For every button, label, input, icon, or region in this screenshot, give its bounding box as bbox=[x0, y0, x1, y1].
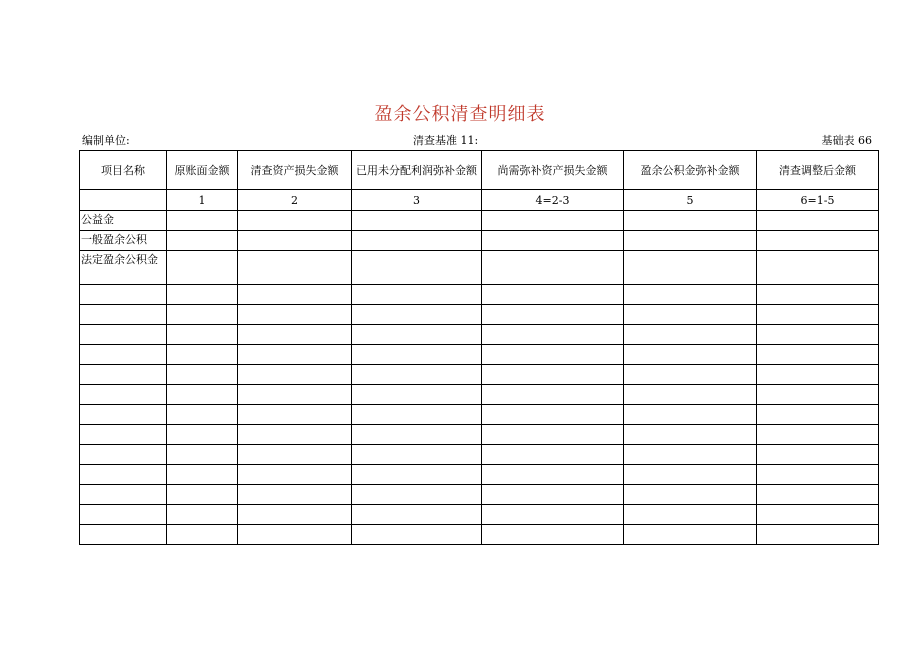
table-cell bbox=[238, 445, 352, 465]
table-cell bbox=[352, 465, 482, 485]
table-row bbox=[80, 345, 879, 365]
table-cell bbox=[482, 445, 624, 465]
table-cell bbox=[238, 325, 352, 345]
table-cell bbox=[352, 325, 482, 345]
row-label bbox=[80, 465, 167, 485]
table-cell bbox=[624, 485, 757, 505]
table-cell bbox=[352, 211, 482, 231]
table-cell bbox=[352, 285, 482, 305]
table-cell bbox=[167, 231, 238, 251]
table-cell bbox=[352, 405, 482, 425]
table-cell bbox=[757, 325, 879, 345]
table-cell bbox=[624, 385, 757, 405]
unit-label: 编制单位: bbox=[82, 134, 130, 147]
table-cell bbox=[482, 345, 624, 365]
table-cell bbox=[238, 425, 352, 445]
header-row bbox=[80, 151, 879, 190]
table-cell bbox=[238, 285, 352, 305]
header-remaining-loss: 尚需弥补资产损失金额 bbox=[482, 151, 624, 190]
table-cell bbox=[167, 485, 238, 505]
table-row bbox=[80, 405, 879, 425]
table-cell bbox=[167, 525, 238, 545]
row-label bbox=[80, 505, 167, 525]
row-label bbox=[80, 385, 167, 405]
table-row bbox=[80, 425, 879, 445]
row-label bbox=[80, 285, 167, 305]
table-row bbox=[80, 365, 879, 385]
table-cell bbox=[482, 405, 624, 425]
header-reserve-offset: 盈余公积金弥补金额 bbox=[624, 151, 757, 190]
table-cell bbox=[757, 365, 879, 385]
table-cell bbox=[482, 525, 624, 545]
table-cell bbox=[624, 305, 757, 325]
table-cell bbox=[352, 345, 482, 365]
table-cell bbox=[624, 285, 757, 305]
table-cell bbox=[482, 325, 624, 345]
table-cell bbox=[624, 231, 757, 251]
number-cell: 1 bbox=[167, 190, 238, 211]
table-cell bbox=[624, 465, 757, 485]
row-label bbox=[80, 425, 167, 445]
table-cell bbox=[482, 285, 624, 305]
table-cell bbox=[624, 365, 757, 385]
table-cell bbox=[757, 425, 879, 445]
row-label: 公益金 bbox=[80, 211, 167, 231]
table-cell bbox=[352, 231, 482, 251]
base-label: 清查基准 11: bbox=[413, 134, 479, 147]
table-cell bbox=[167, 445, 238, 465]
table-cell bbox=[482, 305, 624, 325]
table-cell bbox=[624, 445, 757, 465]
table-cell bbox=[482, 385, 624, 405]
table-cell bbox=[757, 385, 879, 405]
table-cell bbox=[167, 285, 238, 305]
row-label bbox=[80, 305, 167, 325]
table-cell bbox=[757, 505, 879, 525]
table-cell bbox=[757, 251, 879, 285]
detail-table bbox=[79, 150, 879, 545]
number-row bbox=[80, 190, 879, 211]
table-cell bbox=[482, 425, 624, 445]
table-cell bbox=[757, 465, 879, 485]
table-cell bbox=[352, 445, 482, 465]
header-asset-loss: 清查资产损失金额 bbox=[238, 151, 352, 190]
table-cell bbox=[167, 465, 238, 485]
number-cell: 5 bbox=[624, 190, 757, 211]
table-cell bbox=[238, 485, 352, 505]
table-cell bbox=[624, 251, 757, 285]
table-cell bbox=[352, 425, 482, 445]
table-row bbox=[80, 305, 879, 325]
table-cell bbox=[757, 445, 879, 465]
row-label bbox=[80, 325, 167, 345]
table-cell bbox=[352, 385, 482, 405]
table-row bbox=[80, 485, 879, 505]
table-row bbox=[80, 505, 879, 525]
number-cell bbox=[80, 190, 167, 211]
table-cell bbox=[238, 525, 352, 545]
table-row bbox=[80, 211, 879, 231]
table-cell bbox=[238, 211, 352, 231]
table-cell bbox=[757, 525, 879, 545]
header-profit-offset: 已用未分配利润弥补金额 bbox=[352, 151, 482, 190]
table-cell bbox=[624, 525, 757, 545]
table-cell bbox=[238, 231, 352, 251]
row-label bbox=[80, 445, 167, 465]
row-label bbox=[80, 365, 167, 385]
table-cell bbox=[482, 365, 624, 385]
table-cell bbox=[167, 505, 238, 525]
table-row bbox=[80, 231, 879, 251]
number-cell: 6=1-5 bbox=[757, 190, 879, 211]
table-row bbox=[80, 465, 879, 485]
table-cell bbox=[482, 231, 624, 251]
table-cell bbox=[757, 231, 879, 251]
table-cell bbox=[482, 251, 624, 285]
table-cell bbox=[167, 305, 238, 325]
table-cell bbox=[167, 251, 238, 285]
table-cell bbox=[167, 325, 238, 345]
table-cell bbox=[238, 465, 352, 485]
table-cell bbox=[757, 305, 879, 325]
table-cell bbox=[482, 211, 624, 231]
table-cell bbox=[352, 305, 482, 325]
table-cell bbox=[352, 365, 482, 385]
number-cell: 2 bbox=[238, 190, 352, 211]
row-label bbox=[80, 525, 167, 545]
table-cell bbox=[238, 505, 352, 525]
table-cell bbox=[757, 485, 879, 505]
table-cell bbox=[238, 345, 352, 365]
table-row bbox=[80, 445, 879, 465]
table-cell bbox=[482, 485, 624, 505]
header-item-name: 项目名称 bbox=[80, 151, 167, 190]
table-cell bbox=[352, 505, 482, 525]
table-row bbox=[80, 385, 879, 405]
header-original-amount: 原账面金额 bbox=[167, 151, 238, 190]
table-cell bbox=[624, 211, 757, 231]
table-cell bbox=[167, 385, 238, 405]
table-cell bbox=[624, 345, 757, 365]
table-cell bbox=[167, 405, 238, 425]
row-label: 法定盈余公积金 bbox=[80, 251, 167, 285]
table-cell bbox=[238, 251, 352, 285]
table-code: 基础表 66 bbox=[821, 134, 872, 147]
table-cell bbox=[757, 405, 879, 425]
table-cell bbox=[167, 211, 238, 231]
table-cell bbox=[757, 211, 879, 231]
table-cell bbox=[624, 505, 757, 525]
number-cell: 3 bbox=[352, 190, 482, 211]
table-cell bbox=[238, 365, 352, 385]
table-cell bbox=[238, 305, 352, 325]
table-cell bbox=[238, 405, 352, 425]
page-title: 盈余公积清查明细表 bbox=[374, 104, 546, 125]
table-cell bbox=[624, 405, 757, 425]
table-cell bbox=[167, 365, 238, 385]
table-cell bbox=[624, 325, 757, 345]
row-label: 一般盈余公积 bbox=[80, 231, 167, 251]
table-row bbox=[80, 525, 879, 545]
table-cell bbox=[167, 345, 238, 365]
table-cell bbox=[352, 251, 482, 285]
table-cell bbox=[757, 285, 879, 305]
row-label bbox=[80, 485, 167, 505]
table-cell bbox=[757, 345, 879, 365]
table-cell bbox=[624, 425, 757, 445]
table-cell bbox=[482, 465, 624, 485]
table-row bbox=[80, 251, 879, 285]
table-row bbox=[80, 325, 879, 345]
row-label bbox=[80, 345, 167, 365]
header-adjusted-amount: 清查调整后金额 bbox=[757, 151, 879, 190]
table-cell bbox=[352, 485, 482, 505]
row-label bbox=[80, 405, 167, 425]
number-cell: 4=2-3 bbox=[482, 190, 624, 211]
table-cell bbox=[167, 425, 238, 445]
table-cell bbox=[238, 385, 352, 405]
table-cell bbox=[482, 505, 624, 525]
table-cell bbox=[352, 525, 482, 545]
table-row bbox=[80, 285, 879, 305]
